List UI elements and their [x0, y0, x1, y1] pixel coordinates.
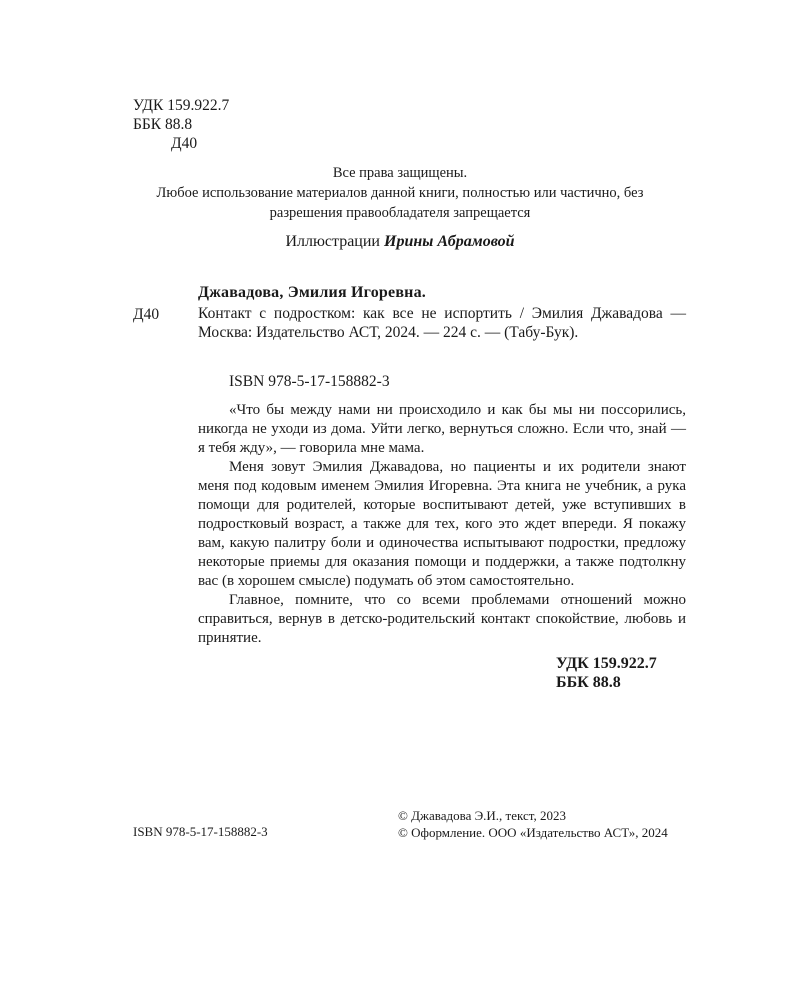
udk-code-bold: УДК 159.922.7 [556, 655, 657, 672]
illustrations-credit [120, 233, 680, 251]
udk-code: УДК 159.922.7 [133, 97, 230, 114]
illustrator-name: Ирины Абрамовой [384, 233, 515, 250]
copyright-block [398, 807, 668, 841]
annotation-paragraph: Меня зовут Эмилия Джавадова, но пациенты и их родители знают меня под кодовым именем Эмилия Игоревна. Эта книга не учебник, а рука помощи для родителей, которые воспитывают детей, уже вступивших в подростковый возраст, а также для тех, кого это ждет впереди. Я покажу вам, какую палитру боли и одиночества испытывают подростки, предложу некоторые приемы для оказания помощи и поддержки, а также подтолкну вас (в хорошем смысле) подумать об этом самостоятельно. [198, 459, 686, 589]
author-mark: Д40 [171, 135, 198, 152]
rights-line-2: Любое использование материалов данной книги, полностью или частично, без [156, 185, 644, 201]
annotation-paragraph: «Что бы между нами ни происходило и как бы мы ни поссорились, никогда не уходи из дома. Уйти легко, вернуться сложно. Если что, знай — я тебя жду», — говорила мне мама. [198, 402, 686, 456]
annotation [198, 401, 686, 648]
author-heading: Джавадова, Эмилия Игоревна. [198, 284, 426, 301]
copyright-text: © Джавадова Э.И., текст, 2023 [398, 808, 566, 823]
annotation-paragraph: Главное, помните, что со всеми проблемами отношений можно справиться, вернув в детско-родительский контакт спокойствие, любовь и принятие. [198, 592, 686, 646]
copyright-design: © Оформление. ООО «Издательство АСТ», 2024 [398, 825, 668, 840]
illustrations-label: Иллюстрации [285, 233, 380, 250]
bbk-code: ББК 88.8 [133, 116, 193, 133]
bib-author-mark: Д40 [133, 306, 160, 323]
bib-description: Контакт с подростком: как все не испортить / Эмилия Джавадова — Москва: Издательство АСТ, 2024. — 224 с. — (Табу-Бук). [198, 305, 686, 341]
isbn-record: ISBN 978-5-17-158882-3 [229, 373, 390, 390]
bbk-code-bold: ББК 88.8 [556, 674, 621, 691]
rights-notice [120, 163, 680, 223]
rights-line-3: разрешения правообладателя запрещается [269, 205, 531, 221]
footer-isbn: ISBN 978-5-17-158882-3 [133, 824, 268, 839]
classification-bold [556, 654, 657, 692]
rights-line-1: Все права защищены. [332, 165, 468, 181]
